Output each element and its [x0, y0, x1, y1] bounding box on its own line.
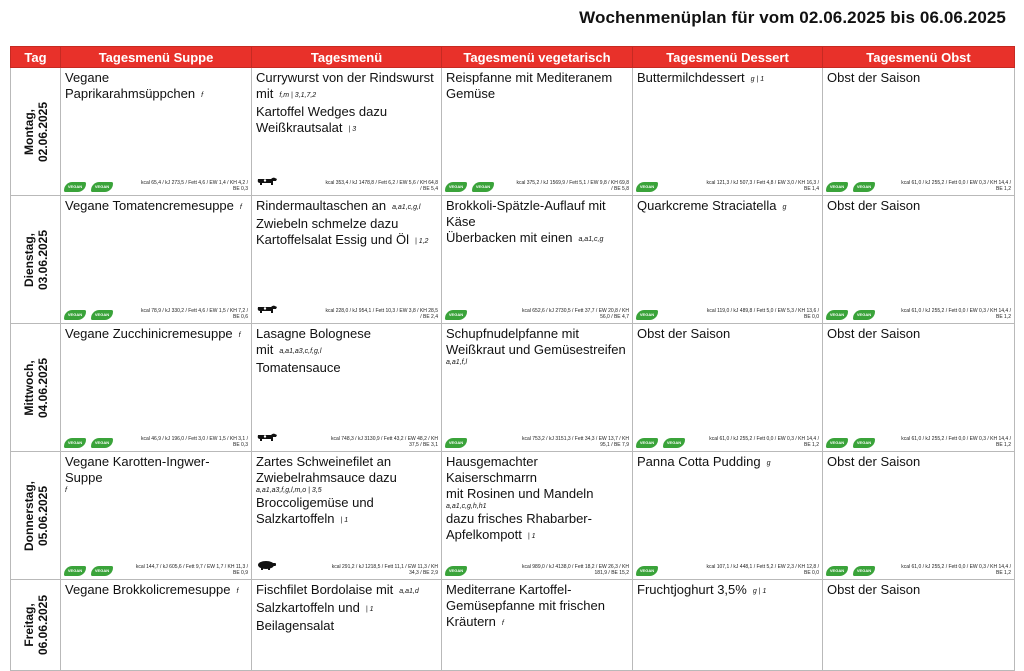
dish-line	[637, 582, 818, 600]
leaf-icon: VEGAN	[64, 182, 86, 192]
leaf-icon: VEGAN	[445, 438, 467, 448]
dish-line	[65, 582, 247, 600]
diet-icons	[255, 558, 279, 576]
dish-name: Zwiebelrahmsauce dazu	[256, 470, 397, 485]
dish-text	[61, 196, 251, 216]
leaf-icon: VEGAN	[636, 182, 658, 192]
allergen-code: | 3	[348, 126, 357, 133]
dish-name: Reispfanne mit Mediteranem	[446, 70, 613, 85]
menu-cell-fruit	[823, 324, 1015, 452]
dish-name: Schupfnudelpfanne mit	[446, 326, 579, 341]
dish-line	[446, 614, 628, 632]
dish-line	[637, 454, 818, 472]
dish-name: Kartoffelsalat Essig und Öl	[256, 232, 409, 247]
dish-line	[446, 527, 628, 545]
dish-line	[256, 454, 437, 470]
leaf-icon: VEGAN	[64, 310, 86, 320]
leaf-icon: VEGAN	[853, 566, 875, 576]
dish-name: Fischfilet Bordolaise mit	[256, 582, 394, 597]
diet-icons	[826, 438, 875, 448]
dish-name: Brokkoli-Spätzle-Auflauf mit Käse	[446, 198, 606, 229]
dish-name: Quarkcreme Straciatella	[637, 198, 777, 213]
leaf-icon: VEGAN	[636, 438, 658, 448]
allergen-code: | 1,2	[414, 238, 429, 245]
day-weekday: Mittwoch,	[21, 359, 36, 416]
leaf-icon: VEGAN	[91, 438, 113, 448]
day-cell	[11, 452, 61, 580]
cell-footer	[826, 304, 1011, 320]
nutrition-info: kcal 144,7 / kJ 605,6 / Fett 9,7 / EW 1,7 / KH 11,3 / BE 0,9	[135, 564, 248, 576]
menu-cell-fruit	[823, 452, 1015, 580]
dish-text	[823, 580, 1014, 598]
cow-icon	[255, 430, 279, 448]
cell-footer	[636, 176, 819, 192]
leaf-icon: VEGAN	[445, 310, 467, 320]
nutrition-info: kcal 61,0 / kJ 255,2 / Fett 0,0 / EW 0,3 / KH 14,4 / BE 1,2	[901, 564, 1011, 576]
leaf-icon: VEGAN	[853, 438, 875, 448]
leaf-icon: VEGAN	[445, 182, 467, 192]
menu-cell-fruit	[823, 580, 1015, 671]
dish-name: dazu frisches Rhabarber-	[446, 511, 592, 526]
day-row	[11, 324, 1015, 452]
dish-line	[446, 86, 628, 102]
leaf-icon: VEGAN	[64, 438, 86, 448]
menu-cell-main	[252, 68, 442, 196]
dish-line	[827, 326, 1010, 342]
dish-text	[61, 580, 251, 600]
diet-icons	[445, 310, 467, 320]
dish-name: Tomatensauce	[256, 360, 341, 375]
diet-icons	[64, 438, 113, 448]
cow-icon	[255, 174, 279, 192]
dish-name: Rindermaultaschen an	[256, 198, 387, 213]
allergen-code: g | 1	[750, 76, 765, 83]
nutrition-info: kcal 119,0 / kJ 489,8 / Fett 5,0 / EW 5,3 / KH 13,6 / BE 0,0	[706, 308, 819, 320]
cell-footer	[445, 304, 629, 320]
nutrition-info: kcal 78,9 / kJ 330,2 / Fett 4,6 / EW 1,5 / KH 7,2 / BE 0,6	[141, 308, 248, 320]
dish-name: Salzkartoffeln	[256, 511, 335, 526]
dish-text	[442, 68, 632, 102]
cell-footer	[255, 304, 438, 320]
day-label	[22, 595, 50, 655]
dish-name: Salzkartoffeln und	[256, 600, 360, 615]
dish-line	[446, 326, 628, 342]
header-dessert: Tagesmenü Dessert	[633, 47, 823, 68]
nutrition-info: kcal 121,3 / kJ 507,3 / Fett 4,8 / EW 3,0 / KH 16,3 / BE 1,4	[706, 180, 819, 192]
day-weekday: Freitag,	[21, 603, 36, 647]
day-cell	[11, 324, 61, 452]
day-weekday: Montag,	[21, 108, 36, 155]
allergen-code: f	[236, 588, 239, 595]
cell-footer	[826, 432, 1011, 448]
cell-footer	[445, 176, 629, 192]
diet-icons	[826, 310, 875, 320]
menu-cell-soup	[61, 324, 252, 452]
menu-cell-vegetarian	[442, 580, 633, 671]
dish-line	[446, 70, 628, 86]
nutrition-info: kcal 375,2 / kJ 1569,9 / Fett 5,1 / EW 9,8 / KH 69,8 / BE 5,8	[516, 180, 629, 192]
dish-text	[633, 68, 822, 88]
dish-name: Zwiebeln schmelze dazu	[256, 216, 399, 231]
dish-text	[252, 196, 441, 250]
cell-footer	[255, 432, 438, 448]
menu-table	[10, 46, 1015, 671]
dish-line	[65, 70, 247, 104]
dish-text	[633, 196, 822, 216]
cell-footer	[255, 560, 438, 576]
nutrition-info: kcal 989,0 / kJ 4138,0 / Fett 18,2 / EW 26,3 / KH 181,9 / BE 15,2	[522, 564, 629, 576]
dish-line	[256, 120, 437, 138]
dish-text	[823, 324, 1014, 342]
leaf-icon: VEGAN	[853, 182, 875, 192]
dish-text	[823, 452, 1014, 470]
nutrition-info: kcal 753,2 / kJ 3151,3 / Fett 34,3 / EW 13,7 / KH 95,1 / BE 7,9	[522, 436, 629, 448]
dish-name: Apfelkompott	[446, 527, 522, 542]
menu-cell-soup	[61, 68, 252, 196]
header-day: Tag	[11, 47, 61, 68]
leaf-icon: VEGAN	[91, 182, 113, 192]
header-main: Tagesmenü	[252, 47, 442, 68]
cell-footer	[636, 560, 819, 576]
day-date: 03.06.2025	[35, 229, 50, 290]
nutrition-info: kcal 291,2 / kJ 1218,5 / Fett 11,1 / EW 11,3 / KH 34,3 / BE 2,9	[331, 564, 438, 576]
dish-name: Kartoffel Wedges dazu	[256, 104, 388, 119]
dish-name: mit Rosinen und Mandeln	[446, 486, 594, 501]
cell-footer	[255, 176, 438, 192]
allergen-code: a,a1,f,l	[446, 359, 468, 366]
dish-text	[442, 196, 632, 248]
diet-icons	[636, 310, 658, 320]
dish-text	[442, 452, 632, 545]
menu-cell-dessert	[633, 68, 823, 196]
dish-name: Vegane Tomatencremesuppe	[65, 198, 234, 213]
day-row	[11, 580, 1015, 671]
day-cell	[11, 196, 61, 324]
dish-text	[252, 452, 441, 529]
day-date: 02.06.2025	[35, 101, 50, 162]
allergen-code: a,a1,a3,c,f,g,l	[279, 348, 322, 355]
day-date: 06.06.2025	[35, 594, 50, 656]
day-row	[11, 452, 1015, 580]
dish-name: Obst der Saison	[827, 198, 921, 213]
cell-footer	[636, 304, 819, 320]
dish-name: Weißkrautsalat	[256, 120, 343, 135]
cow-icon	[255, 302, 279, 320]
nutrition-info: kcal 228,0 / kJ 954,1 / Fett 10,3 / EW 3,8 / KH 28,5 / BE 2,4	[325, 308, 438, 320]
day-weekday: Donnerstag,	[21, 480, 36, 551]
leaf-icon: VEGAN	[445, 566, 467, 576]
dish-line	[446, 511, 628, 527]
menu-cell-soup	[61, 196, 252, 324]
diet-icons	[636, 182, 658, 192]
cell-footer	[445, 560, 629, 576]
day-weekday: Dienstag,	[21, 232, 36, 287]
dish-line	[827, 198, 1010, 214]
leaf-icon: VEGAN	[636, 310, 658, 320]
day-cell	[11, 68, 61, 196]
dish-name: Obst der Saison	[827, 454, 921, 469]
dish-line	[256, 582, 437, 600]
menu-cell-soup	[61, 452, 252, 580]
dish-text	[61, 324, 251, 344]
menu-body	[11, 68, 1015, 671]
allergen-code: f,m | 3,1,7,2	[279, 92, 317, 99]
diet-icons	[255, 302, 279, 320]
diet-icons	[445, 438, 467, 448]
dish-name: Obst der Saison	[827, 326, 921, 341]
nutrition-info: kcal 61,0 / kJ 255,2 / Fett 0,0 / EW 0,3 / KH 14,4 / BE 1,2	[901, 180, 1011, 192]
diet-icons	[445, 566, 467, 576]
dish-name: Vegane Paprikarahmsüppchen	[65, 70, 196, 101]
diet-icons	[826, 566, 875, 576]
dish-text	[252, 580, 441, 634]
pig-icon	[255, 558, 279, 576]
diet-icons	[636, 438, 685, 448]
dish-name: Obst der Saison	[637, 326, 731, 341]
leaf-icon: VEGAN	[826, 566, 848, 576]
dish-line	[446, 582, 628, 598]
dish-line	[827, 70, 1010, 86]
dish-name: Lasagne Bolognese mit	[256, 326, 371, 357]
dish-text	[633, 324, 822, 342]
menu-cell-dessert	[633, 324, 823, 452]
dish-line	[827, 582, 1010, 598]
allergen-code: a,a1,a3,f,g,l,m,o | 3,5	[256, 487, 322, 494]
menu-cell-vegetarian	[442, 452, 633, 580]
dish-line	[637, 70, 818, 88]
dish-line	[256, 232, 437, 250]
allergen-code: g | 1	[752, 588, 767, 595]
nutrition-info: kcal 61,0 / kJ 255,2 / Fett 0,0 / EW 0,3 / KH 14,4 / BE 1,2	[709, 436, 819, 448]
day-row	[11, 68, 1015, 196]
leaf-icon: VEGAN	[826, 182, 848, 192]
allergen-code: | 1	[527, 533, 536, 540]
day-date: 05.06.2025	[35, 485, 50, 546]
header-fruit: Tagesmenü Obst	[823, 47, 1015, 68]
dish-line	[446, 198, 628, 230]
menu-cell-vegetarian	[442, 68, 633, 196]
menu-cell-dessert	[633, 580, 823, 671]
allergen-code: a,a1,c,g	[578, 236, 604, 243]
allergen-code: g	[782, 204, 787, 211]
header-soup: Tagesmenü Suppe	[61, 47, 252, 68]
nutrition-info: kcal 652,6 / kJ 2730,5 / Fett 37,7 / EW 20,8 / KH 56,0 / BE 4,7	[522, 308, 629, 320]
leaf-icon: VEGAN	[826, 438, 848, 448]
dish-text	[61, 68, 251, 104]
dish-name: Hausgemachter Kaiserschmarrn	[446, 454, 538, 485]
leaf-icon: VEGAN	[64, 566, 86, 576]
diet-icons	[64, 566, 113, 576]
menu-cell-main	[252, 196, 442, 324]
dish-text	[823, 68, 1014, 86]
dish-line	[256, 495, 437, 511]
menu-cell-soup	[61, 580, 252, 671]
menu-cell-dessert	[633, 196, 823, 324]
dish-line	[446, 230, 628, 248]
dish-text	[633, 452, 822, 472]
menu-cell-dessert	[633, 452, 823, 580]
menu-cell-vegetarian	[442, 196, 633, 324]
dish-name: Mediterrane Kartoffel-	[446, 582, 572, 597]
leaf-icon: VEGAN	[636, 566, 658, 576]
leaf-icon: VEGAN	[472, 182, 494, 192]
dish-name: Obst der Saison	[827, 582, 921, 597]
allergen-code: g	[766, 460, 771, 467]
dish-line	[65, 454, 247, 486]
dish-name: Beilagensalat	[256, 618, 335, 633]
dish-line	[256, 326, 437, 360]
nutrition-info: kcal 46,9 / kJ 196,0 / Fett 3,0 / EW 1,5 / KH 3,1 / BE 0,3	[141, 436, 248, 448]
dish-name: Broccoligemüse und	[256, 495, 374, 510]
leaf-icon: VEGAN	[91, 566, 113, 576]
dish-line	[637, 326, 818, 342]
dish-name: Überbacken mit einen	[446, 230, 573, 245]
allergen-code: f	[65, 487, 67, 494]
day-cell	[11, 580, 61, 671]
menu-cell-vegetarian	[442, 324, 633, 452]
menu-cell-fruit	[823, 68, 1015, 196]
dish-line	[827, 454, 1010, 470]
allergen-code: f	[501, 620, 504, 627]
dish-name: Panna Cotta Pudding	[637, 454, 761, 469]
dish-line	[256, 470, 437, 486]
nutrition-info: kcal 61,0 / kJ 255,2 / Fett 0,0 / EW 0,3 / KH 14,4 / BE 1,2	[901, 436, 1011, 448]
cell-footer	[64, 176, 248, 192]
cell-footer	[445, 432, 629, 448]
leaf-icon: VEGAN	[663, 438, 685, 448]
dish-line	[256, 360, 437, 376]
dish-line	[446, 342, 628, 358]
cell-footer	[826, 176, 1011, 192]
allergen-code: a,a1,d	[399, 588, 419, 595]
dish-text	[61, 452, 251, 495]
dish-name: Fruchtjoghurt 3,5%	[637, 582, 747, 597]
dish-line	[256, 600, 437, 618]
diet-icons	[255, 430, 279, 448]
dish-line	[446, 454, 628, 486]
day-label	[22, 229, 50, 289]
cell-footer	[64, 304, 248, 320]
dish-name: Vegane Brokkolicremesuppe	[65, 582, 231, 597]
cell-footer	[64, 560, 248, 576]
dish-name: Obst der Saison	[827, 70, 921, 85]
dish-text	[442, 580, 632, 632]
menu-cell-fruit	[823, 196, 1015, 324]
dish-line	[256, 104, 437, 120]
dish-line	[446, 486, 628, 502]
header-vegetarian: Tagesmenü vegetarisch	[442, 47, 633, 68]
allergen-code: f	[201, 92, 204, 99]
allergen-code: a,a1,c,g,l	[392, 204, 421, 211]
dish-name: Currywurst von der Rindswurst mit	[256, 70, 434, 101]
dish-line	[256, 618, 437, 634]
leaf-icon: VEGAN	[826, 310, 848, 320]
diet-icons	[445, 182, 494, 192]
nutrition-info: kcal 107,1 / kJ 448,1 / Fett 5,2 / EW 2,3 / KH 12,8 / BE 0,0	[706, 564, 819, 576]
day-label	[22, 357, 50, 417]
leaf-icon: VEGAN	[853, 310, 875, 320]
menu-cell-main	[252, 452, 442, 580]
diet-icons	[64, 310, 113, 320]
dish-line	[256, 70, 437, 104]
day-row	[11, 196, 1015, 324]
day-label	[22, 480, 50, 550]
cell-footer	[826, 560, 1011, 576]
dish-name: Zartes Schweinefilet an	[256, 454, 392, 469]
allergen-code: f	[238, 332, 241, 339]
dish-line	[65, 198, 247, 216]
nutrition-info: kcal 748,3 / kJ 3130,9 / Fett 43,2 / EW 48,2 / KH 37,5 / BE 3,1	[331, 436, 438, 448]
day-label	[22, 101, 50, 161]
diet-icons	[636, 566, 658, 576]
menu-cell-main	[252, 324, 442, 452]
dish-text	[442, 324, 632, 367]
diet-icons	[255, 174, 279, 192]
dish-name: Kräutern	[446, 614, 496, 629]
dish-text	[252, 324, 441, 376]
dish-name: Vegane Zucchinicremesuppe	[65, 326, 233, 341]
cell-footer	[64, 432, 248, 448]
dish-name: Gemüsepfanne mit frischen	[446, 598, 605, 613]
menu-cell-main	[252, 580, 442, 671]
dish-name: Gemüse	[446, 86, 496, 101]
dish-line	[65, 326, 247, 344]
allergen-code: | 1	[365, 606, 374, 613]
dish-line	[256, 198, 437, 216]
dish-text	[633, 580, 822, 600]
dish-name: Weißkraut und Gemüsestreifen	[446, 342, 626, 357]
dish-name: Buttermilchdessert	[637, 70, 745, 85]
cell-footer	[636, 432, 819, 448]
nutrition-info: kcal 353,4 / kJ 1478,8 / Fett 6,2 / EW 5,6 / KH 64,8 / BE 5,4	[325, 180, 438, 192]
leaf-icon: VEGAN	[91, 310, 113, 320]
allergen-code: a,a1,c,g,h,h1	[446, 503, 487, 510]
dish-line	[256, 511, 437, 529]
day-date: 04.06.2025	[35, 357, 50, 418]
nutrition-info: kcal 61,0 / kJ 255,2 / Fett 0,0 / EW 0,3 / KH 14,4 / BE 1,2	[901, 308, 1011, 320]
dish-line	[256, 216, 437, 232]
dish-name: Vegane Karotten-Ingwer-Suppe	[65, 454, 210, 485]
dish-text	[823, 196, 1014, 214]
dish-line	[446, 598, 628, 614]
diet-icons	[826, 182, 875, 192]
allergen-code: f	[239, 204, 242, 211]
dish-text	[252, 68, 441, 138]
diet-icons	[64, 182, 113, 192]
page-title: Wochenmenüplan für vom 02.06.2025 bis 06.06.2025	[579, 8, 1006, 27]
header-row	[11, 47, 1015, 68]
dish-line	[637, 198, 818, 216]
nutrition-info: kcal 65,4 / kJ 273,5 / Fett 4,6 / EW 1,4 / KH 4,2 / BE 0,3	[141, 180, 248, 192]
allergen-code: | 1	[340, 517, 349, 524]
